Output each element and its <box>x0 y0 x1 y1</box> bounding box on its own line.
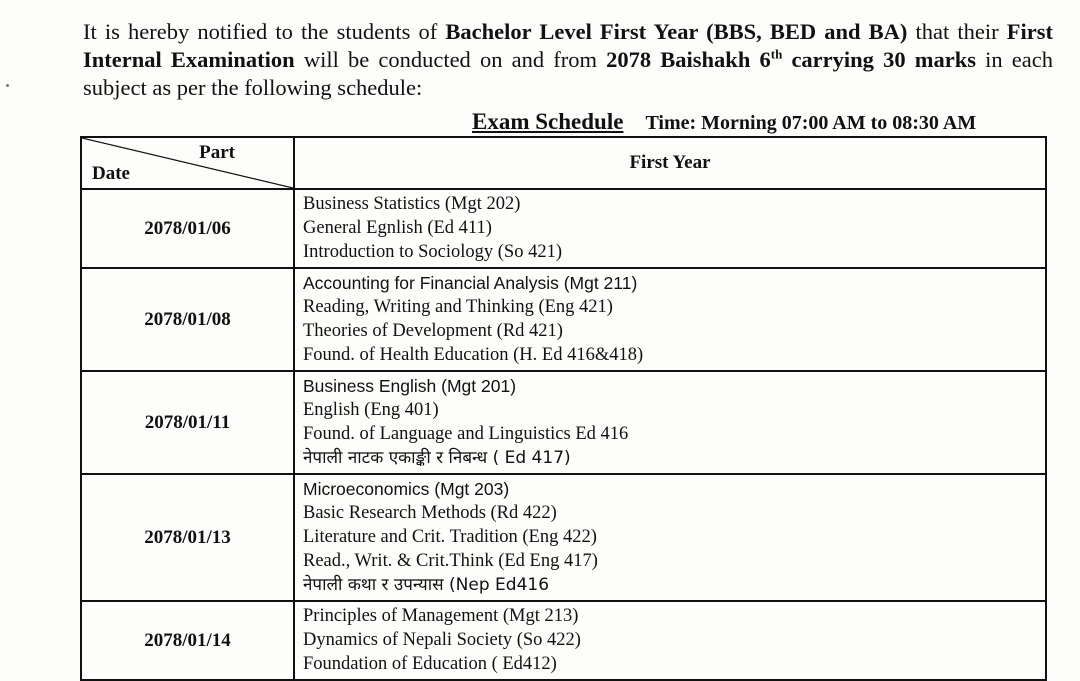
table-row <box>81 189 1046 268</box>
subject-item: Reading, Writing and Thinking (Eng 421) <box>303 297 613 317</box>
subjects-cell <box>294 268 1046 371</box>
exam-date: 2078/01/13 <box>81 474 294 601</box>
table-row <box>81 371 1046 474</box>
notice-paragraph <box>83 18 1053 102</box>
subjects-cell <box>294 474 1046 601</box>
header-first-year: First Year <box>294 137 1046 189</box>
notice-date: 2078 Baishakh 6 <box>606 47 771 72</box>
subjects-cell <box>294 371 1046 474</box>
schedule-heading <box>472 109 976 135</box>
subject-item: Foundation of Education ( Ed412) <box>303 654 557 674</box>
scan-speck <box>6 84 9 87</box>
header-part-label: Part <box>199 142 235 163</box>
notice-text-2: that their <box>907 19 1007 44</box>
notice-bold-date <box>606 47 976 72</box>
table-row <box>81 474 1046 601</box>
header-part-date-cell <box>81 137 294 189</box>
table-header-row <box>81 137 1046 189</box>
exam-date: 2078/01/08 <box>81 268 294 371</box>
subject-item: Microeconomics (Mgt 203) <box>303 479 510 499</box>
exam-date: 2078/01/14 <box>81 601 294 680</box>
table-row <box>81 268 1046 371</box>
schedule-title: Exam Schedule <box>472 109 624 134</box>
subject-item: नेपाली नाटक एकाङ्की र निबन्ध ( Ed 417) <box>303 448 571 468</box>
subject-item: Read., Writ. & Crit.Think (Ed Eng 417) <box>303 551 598 571</box>
exam-schedule-table <box>80 136 1047 681</box>
notice-bold-exam: First Internal Examination <box>83 19 1053 72</box>
notice-date-suffix: th <box>770 46 783 62</box>
subject-item: नेपाली कथा र उपन्यास (Nep Ed416 <box>303 575 550 595</box>
notice-marks: carrying 30 marks <box>782 47 976 72</box>
notice-text-1: It is hereby notified to the students of <box>83 19 446 44</box>
subject-item: Business Statistics (Mgt 202) <box>303 194 521 214</box>
subject-item: English (Eng 401) <box>303 400 439 420</box>
table-row <box>81 601 1046 680</box>
subject-item: Principles of Management (Mgt 213) <box>303 606 579 626</box>
subject-item: Found. of Language and Linguistics Ed 416 <box>303 424 629 444</box>
subject-item: Accounting for Financial Analysis (Mgt 211) <box>303 273 638 293</box>
exam-date: 2078/01/06 <box>81 189 294 268</box>
schedule-time: Time: Morning 07:00 AM to 08:30 AM <box>645 112 977 134</box>
subject-item: Introduction to Sociology (So 421) <box>303 242 562 262</box>
subject-item: General Egnlish (Ed 411) <box>303 218 492 238</box>
notice-text-4: in each subject as per the following schedule: <box>83 47 1053 100</box>
notice-text-3: will be conducted on and from <box>294 47 607 72</box>
notice-bold-level: Bachelor Level First Year (BBS, BED and BA) <box>445 19 908 44</box>
subject-item: Basic Research Methods (Rd 422) <box>303 503 557 523</box>
subject-item: Business English (Mgt 201) <box>303 376 517 396</box>
header-date-label: Date <box>92 163 130 184</box>
subject-item: Found. of Health Education (H. Ed 416&418) <box>303 345 644 365</box>
subjects-cell <box>294 189 1046 268</box>
subject-item: Theories of Development (Rd 421) <box>303 321 563 341</box>
subject-item: Literature and Crit. Tradition (Eng 422) <box>303 527 597 547</box>
subjects-cell <box>294 601 1046 680</box>
exam-date: 2078/01/11 <box>81 371 294 474</box>
subject-item: Dynamics of Nepali Society (So 422) <box>303 630 581 650</box>
